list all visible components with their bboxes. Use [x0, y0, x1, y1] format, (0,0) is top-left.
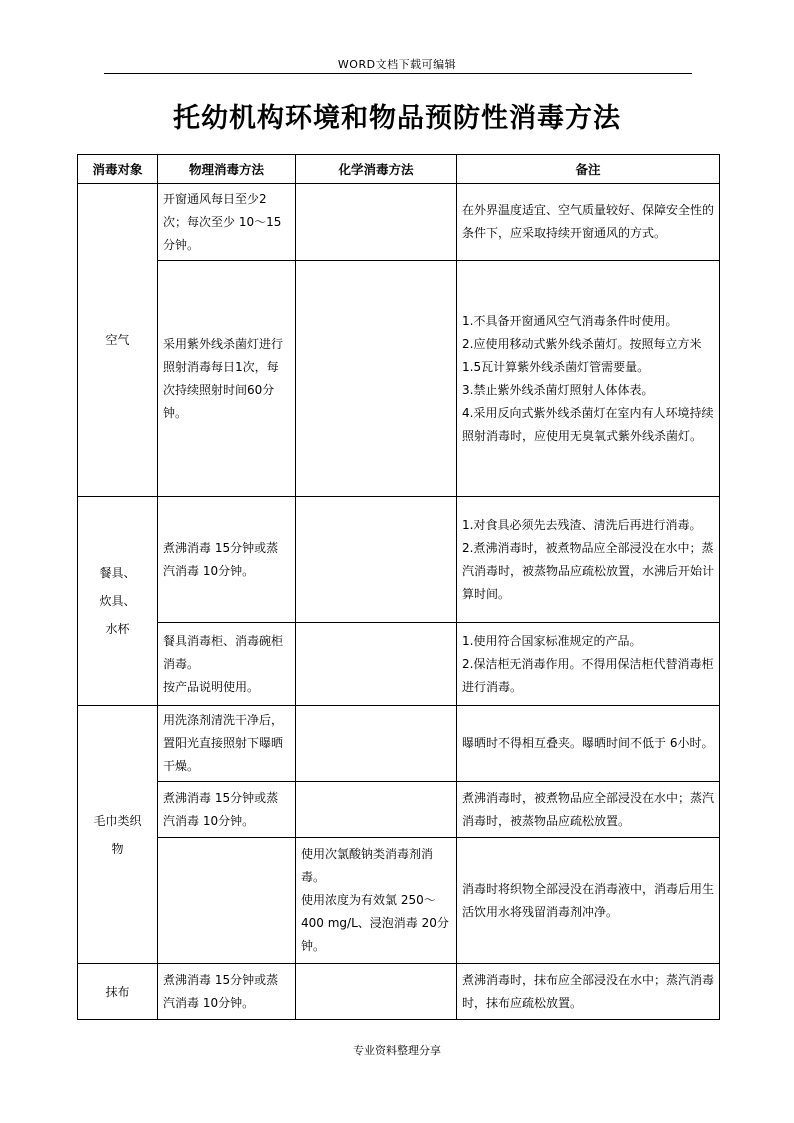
cell-text: 煮沸消毒 15分钟或蒸汽消毒 10分钟。: [163, 790, 279, 828]
table-row: [78, 184, 720, 261]
cell-text: 2.应使用移动式紫外线杀菌灯。按照每立方米 1.5瓦计算紫外线杀菌灯管需要量。: [462, 336, 702, 374]
cell-text: 使用浓度为有效氯 250～400 mg/L、浸泡消毒 20分钟。: [301, 893, 449, 953]
table-row: [78, 261, 720, 497]
notes-cell: [457, 782, 720, 838]
cell-text: 毛巾类织: [93, 813, 142, 828]
cell-text: 在外界温度适宜、空气质量较好、保障安全性的条件下，应采取持续开窗通风的方式。: [462, 203, 715, 240]
cell-text: 2.保洁柜无消毒作用。不得用保洁柜代替消毒柜进行消毒。: [462, 656, 714, 694]
disinfection-table: [77, 154, 720, 1020]
page-header: WORD文档下载可编辑: [337, 58, 457, 71]
notes-cell: [457, 706, 720, 782]
column-header-chemical: 化学消毒方法: [296, 155, 457, 184]
cell-text: 水杯: [105, 622, 130, 636]
chemical-cell: [296, 706, 457, 782]
cell-text: 煮沸消毒时，被煮物品应全部浸没在水中；蒸汽消毒时，被蒸物品应疏松放置。: [462, 790, 715, 828]
chemical-cell: [296, 782, 457, 838]
cell-text: 煮沸消毒 15分钟或蒸汽消毒 10分钟。: [163, 972, 279, 1010]
notes-cell: [457, 838, 720, 964]
cell-text: 1.不具备开窗通风空气消毒条件时使用。: [462, 313, 678, 328]
cell-text: 消毒时将织物全部浸没在消毒液中，消毒后用生活饮用水将残留消毒剂冲净。: [462, 881, 715, 919]
chemical-cell: [296, 261, 457, 497]
physical-cell: [158, 261, 296, 497]
physical-cell: [158, 184, 296, 261]
cell-text: 煮沸消毒时，抹布应全部浸没在水中；蒸汽消毒时，抹布应疏松放置。: [462, 972, 715, 1010]
cell-text: 用洗涤剂清洗干净后，置阳光直接照射下曝晒干燥。: [163, 713, 284, 773]
physical-cell: [158, 623, 296, 706]
chemical-cell: [296, 623, 457, 706]
cell-text: 曝晒时不得相互叠夹。曝晒时间不低于 6小时。: [462, 736, 714, 750]
physical-cell: [158, 706, 296, 782]
notes-cell: [457, 184, 720, 261]
notes-cell: [457, 497, 720, 623]
object-cell-air: 空气: [78, 184, 158, 497]
column-header-notes: 备注: [457, 155, 720, 184]
object-cell-towels: [78, 706, 158, 964]
table-row: [78, 964, 720, 1020]
table-row: [78, 782, 720, 838]
object-cell-tableware: [78, 497, 158, 706]
table-row: [78, 706, 720, 782]
table-row: [78, 497, 720, 623]
page-footer: 专业资料整理分享: [353, 1044, 441, 1057]
cell-text: 物: [111, 841, 124, 856]
document-title: 托幼机构环境和物品预防性消毒方法: [173, 103, 621, 134]
cell-text: 2.煮沸消毒时，被煮物品应全部浸没在水中；蒸汽消毒时，被蒸物品应疏松放置，水沸后开始计算时间。: [462, 540, 715, 601]
column-header-object: 消毒对象: [78, 155, 158, 184]
cell-text: 采用紫外线杀菌灯进行照射消毒每日1次，每次持续照射时间60分钟。: [163, 336, 284, 420]
notes-cell: [457, 623, 720, 706]
cell-text: 按产品说明使用。: [163, 679, 260, 694]
cell-text: 3.禁止紫外线杀菌灯照射人体体表。: [462, 382, 654, 397]
cell-text: 4.采用反向式紫外线杀菌灯在室内有人环境持续照射消毒时，应使用无臭氧式紫外线杀菌灯。: [462, 405, 714, 443]
physical-cell: [158, 782, 296, 838]
cell-text: 使用次氯酸钠类消毒剂消毒。: [301, 847, 434, 884]
cell-text: 餐具、: [99, 566, 136, 580]
notes-cell: [457, 261, 720, 497]
table-row: [78, 623, 720, 706]
table-row: [78, 838, 720, 964]
notes-cell: [457, 964, 720, 1020]
physical-cell: [158, 838, 296, 964]
cell-text: 1.对食具必须先去残渣、清洗后再进行消毒。: [462, 517, 702, 532]
chemical-cell: [296, 964, 457, 1020]
cell-text: 煮沸消毒 15分钟或蒸汽消毒 10分钟。: [163, 540, 279, 578]
table-header-row: [78, 155, 720, 184]
cell-text: 炊具、: [99, 594, 136, 608]
object-cell-cloth: 抹布: [78, 964, 158, 1020]
cell-text: 餐具消毒柜、消毒碗柜消毒。: [163, 633, 284, 671]
chemical-cell: [296, 838, 457, 964]
physical-cell: [158, 964, 296, 1020]
cell-text: 1.使用符合国家标准规定的产品。: [462, 633, 642, 648]
chemical-cell: [296, 497, 457, 623]
header-divider: [104, 73, 692, 74]
cell-text: 开窗通风每日至少2次；每次至少 10～15分钟。: [163, 191, 282, 252]
column-header-physical: 物理消毒方法: [158, 155, 296, 184]
chemical-cell: [296, 184, 457, 261]
physical-cell: [158, 497, 296, 623]
